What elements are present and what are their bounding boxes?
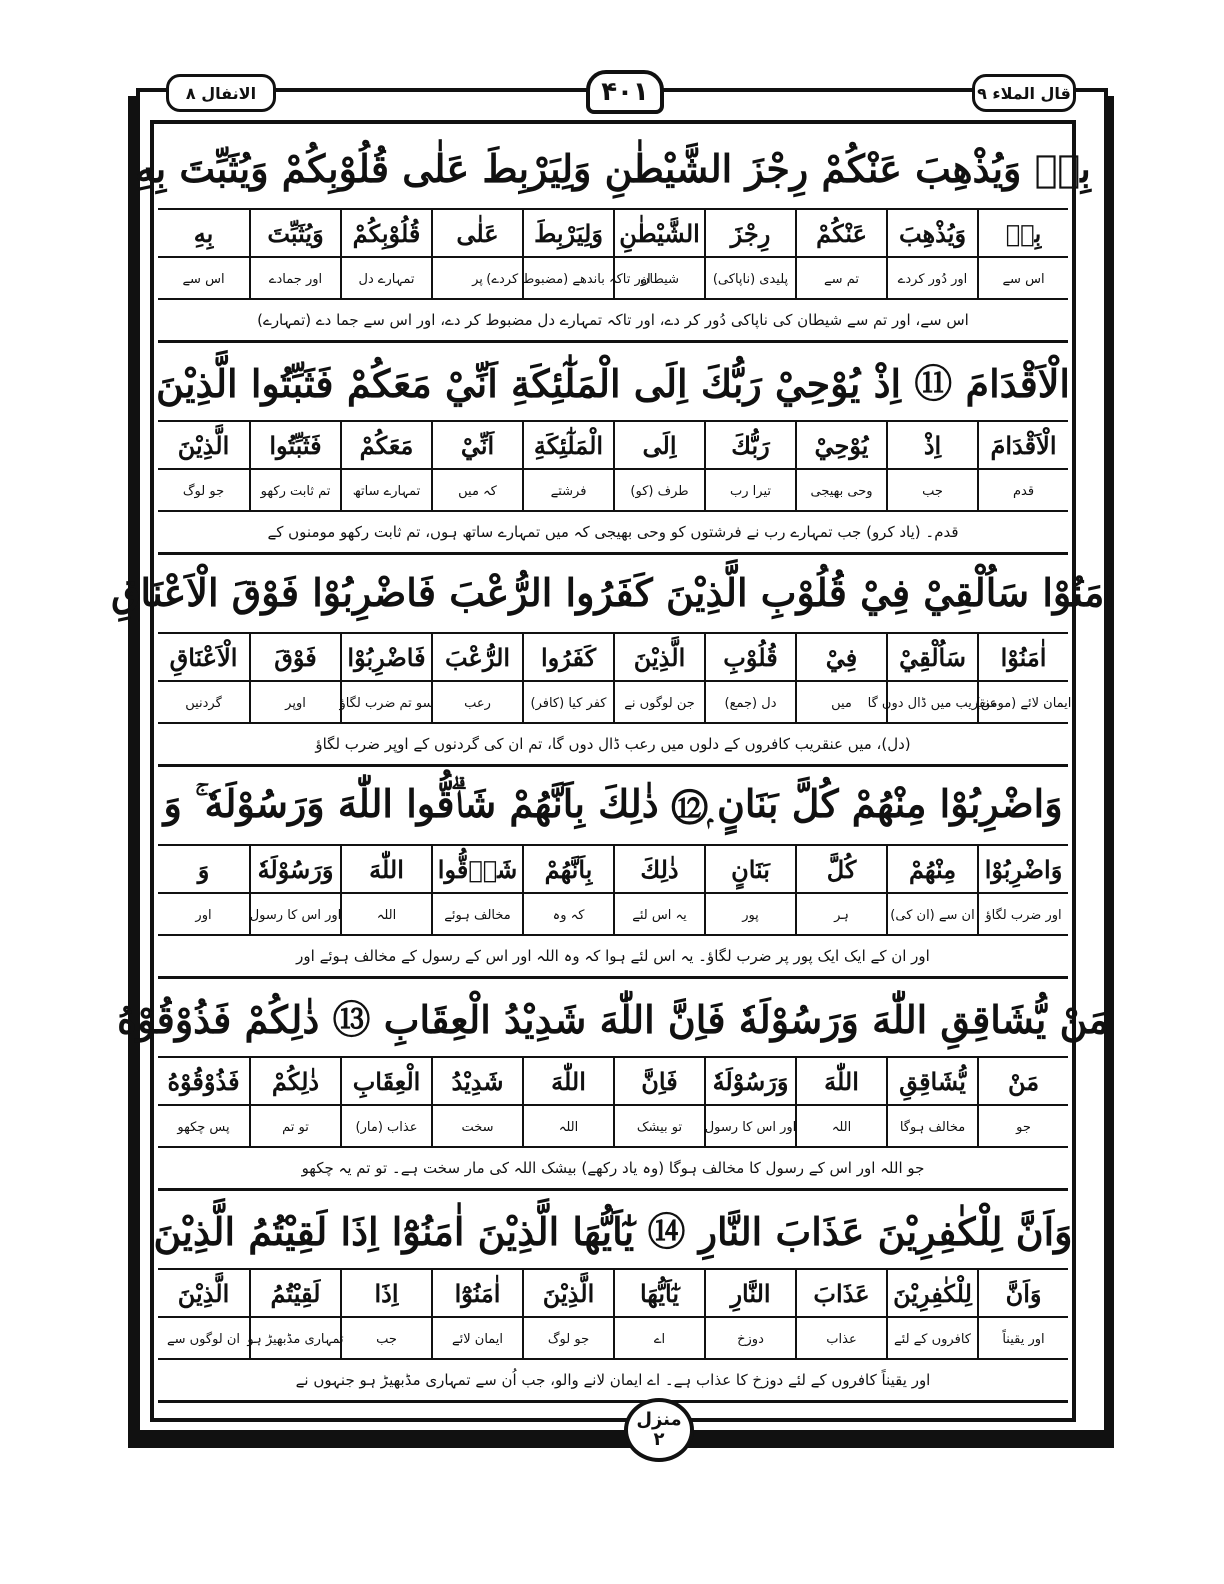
word-meaning: اور یقیناً — [977, 1318, 1068, 1360]
arabic-verse-line: اٰمَنُوْا سَاُلْقِيْ فِيْ قُلُوْبِ الَّذِيْنَ كَفَرُوا الرُّعْبَ فَاضْرِبُوْا فَوْقَ الْاَعْنَاقِ — [158, 552, 1068, 634]
ayah-block — [111, 552, 1115, 764]
arabic-word: فَاِنَّ — [613, 1056, 704, 1106]
word-meaning: اور اس کا رسول — [249, 894, 340, 936]
arabic-word: يٰٓاَيُّهَا — [613, 1268, 704, 1318]
manzil-label: منزل — [636, 1409, 682, 1431]
word-meaning: جو لوگ — [522, 1318, 613, 1360]
arabic-word: ذٰلِكُمْ — [249, 1056, 340, 1106]
word-meaning: کہ میں — [431, 470, 522, 512]
arabic-word: رِجْزَ — [704, 208, 795, 258]
arabic-word: عَنْكُمْ — [795, 208, 886, 258]
arabic-word: كُلَّ — [795, 844, 886, 894]
word-meaning: میں — [795, 682, 886, 724]
word-meaning: تمہارے دل — [340, 258, 431, 300]
arabic-word: بَنَانٍ — [704, 844, 795, 894]
arabic-word: الَّذِيْنَ — [522, 1268, 613, 1318]
meaning-row — [158, 682, 1072, 724]
arabic-word: مَنْ — [977, 1056, 1068, 1106]
word-meaning: جب — [886, 470, 977, 512]
word-meaning: ایمان لائے (مومن) — [977, 682, 1068, 724]
word-meaning: اور — [195, 907, 212, 923]
word-meaning: ان لوگوں سے — [166, 1331, 241, 1347]
word-meaning: اور اس کا رسول — [704, 1106, 795, 1148]
arabic-word: الْمَلٰٓئِكَةِ — [522, 420, 613, 470]
word-meaning: اللہ — [795, 1106, 886, 1148]
arabic-word: الَّذِيْنَ — [177, 430, 230, 460]
word-meaning: جب — [340, 1318, 431, 1360]
word-meaning: تیرا رب — [704, 470, 795, 512]
word-meaning: تو بیشک — [613, 1106, 704, 1148]
meaning-row — [158, 470, 1068, 512]
arabic-word: وَيُذْهِبَ — [886, 208, 977, 258]
arabic-word: شَاۗقُّوا — [431, 844, 522, 894]
meaning-row — [158, 1318, 1068, 1360]
word-meaning: جو — [977, 1106, 1068, 1148]
word-meaning: سو تم ضرب لگاؤ — [340, 682, 431, 724]
meaning-row — [158, 894, 1068, 936]
word-meaning: دل (جمع) — [704, 682, 795, 724]
arabic-word: اللّٰهَ — [795, 1056, 886, 1106]
word-meaning: عذاب (مار) — [340, 1106, 431, 1148]
urdu-translation-line: اور یقیناً کافروں کے لئے دوزخ کا عذاب ہے۔ اے ایمان لانے والو، جب اُن سے تمہاری مڈبھیڑ ہو جنہوں نے — [158, 1360, 1068, 1403]
arabic-word: الْاَقْدَامَ — [977, 420, 1068, 470]
arabic-word: النَّارِ — [704, 1268, 795, 1318]
word-meaning: کہ وہ — [522, 894, 613, 936]
ayah-block — [135, 128, 1091, 340]
arabic-word: وَ — [197, 854, 210, 884]
word-row — [158, 632, 1068, 682]
arabic-word: يُّشَاقِقِ — [886, 1056, 977, 1106]
urdu-translation-line: (دل)، میں عنقریب کافروں کے دلوں میں رعب ڈال دوں گا، تم ان کی گردنوں کے اوپر ضرب لگاؤ — [158, 724, 1068, 767]
word-meaning: پس چکھو — [177, 1119, 230, 1135]
word-meaning: تو تم — [249, 1106, 340, 1148]
arabic-word: اِذَا — [340, 1268, 431, 1318]
arabic-word: لَقِيْتُمُ — [249, 1268, 340, 1318]
arabic-word: الَّذِيْنَ — [177, 1278, 230, 1308]
arabic-word: فِيْ — [795, 632, 886, 682]
para-label: قال الملاء ٩ — [972, 74, 1076, 112]
arabic-word: مِنْهُمْ — [886, 844, 977, 894]
meaning-row — [158, 1106, 1068, 1148]
arabic-word: مَعَكُمْ — [340, 420, 431, 470]
arabic-word: اَنِّيْ — [431, 420, 522, 470]
arabic-verse-line: بِهٖ وَيُذْهِبَ عَنْكُمْ رِجْزَ الشَّيْطٰنِ وَلِيَرْبِطَ عَلٰى قُلُوْبِكُمْ وَيُثَبِّتَ بِهِ — [158, 128, 1068, 210]
arabic-word: وَاَنَّ — [977, 1268, 1068, 1318]
page-number: ۴۰۱ — [586, 70, 664, 114]
word-meaning: یہ اس لئے — [613, 894, 704, 936]
word-meaning: تم سے — [795, 258, 886, 300]
arabic-word: بِهٖ — [977, 208, 1068, 258]
arabic-word: وَرَسُوْلَهٗ — [704, 1056, 795, 1106]
word-meaning: اور دُور کردے — [886, 258, 977, 300]
word-meaning: جن لوگوں نے — [613, 682, 704, 724]
word-meaning: رعب — [431, 682, 522, 724]
arabic-word: وَلِيَرْبِطَ — [522, 208, 613, 258]
text-grid — [111, 128, 1115, 1396]
urdu-translation-line: قدم۔ (یاد کرو) جب تمہارے رب نے فرشتوں کو وحی بھیجی کہ میں تمہارے ساتھ ہوں، تم ثابت رکھو مومنوں کے — [158, 512, 1068, 555]
word-meaning: مخالف ہوگا — [886, 1106, 977, 1148]
word-meaning: تمہارے ساتھ — [340, 470, 431, 512]
arabic-word: بِهِ — [193, 218, 214, 248]
word-row — [158, 1268, 1068, 1318]
arabic-word: الْاَعْنَاقِ — [169, 642, 238, 672]
arabic-word: كَفَرُوا — [522, 632, 613, 682]
word-meaning: کافروں کے لئے — [886, 1318, 977, 1360]
word-meaning: اس سے — [182, 271, 225, 287]
arabic-word: فَثَبِّتُوا — [249, 420, 340, 470]
word-meaning: شیطان — [613, 258, 704, 300]
arabic-verse-line: الْاَقْدَامَ ⑪ اِذْ يُوْحِيْ رَبُّكَ اِلَى الْمَلٰٓئِكَةِ اَنِّيْ مَعَكُمْ فَثَبِّتُوا الَّذِيْنَ — [158, 340, 1068, 422]
manzil-number: ٢ — [653, 1429, 665, 1450]
word-meaning: اللہ — [522, 1106, 613, 1148]
arabic-word: اِلَى — [613, 420, 704, 470]
arabic-word: وَيُثَبِّتَ — [249, 208, 340, 258]
manzil-badge — [624, 1398, 694, 1462]
arabic-verse-line: وَاَنَّ لِلْكٰفِرِيْنَ عَذَابَ النَّارِ ⑭ يٰٓاَيُّهَا الَّذِيْنَ اٰمَنُوْٓا اِذَا لَقِيْتُمُ الَّذِيْنَ — [158, 1188, 1068, 1270]
word-meaning: قدم — [977, 470, 1068, 512]
meaning-row — [158, 258, 1068, 300]
arabic-word: قُلُوْبِ — [704, 632, 795, 682]
word-meaning: گردنیں — [185, 695, 222, 711]
word-meaning: پلیدی (ناپاکی) — [704, 258, 795, 300]
arabic-word: وَرَسُوْلَهٗ — [249, 844, 340, 894]
word-meaning: تم ثابت رکھو — [249, 470, 340, 512]
arabic-word: اللّٰهَ — [522, 1056, 613, 1106]
arabic-word: شَدِيْدُ — [431, 1056, 522, 1106]
ayah-block — [158, 764, 1068, 976]
arabic-word: اٰمَنُوْا — [977, 632, 1068, 682]
ayah-block — [158, 340, 1068, 552]
word-meaning: وحی بھیجی — [795, 470, 886, 512]
arabic-word: يُوْحِيْ — [795, 420, 886, 470]
arabic-word: قُلُوْبِكُمْ — [340, 208, 431, 258]
word-meaning: پر — [431, 258, 522, 300]
arabic-word: الْعِقَابِ — [340, 1056, 431, 1106]
word-meaning: اس سے — [977, 258, 1068, 300]
arabic-word: اِذْ — [886, 420, 977, 470]
arabic-word: عَلٰى — [431, 208, 522, 258]
ayah-block — [117, 976, 1109, 1188]
arabic-word: الشَّيْطٰنِ — [613, 208, 704, 258]
word-meaning: فرشتے — [522, 470, 613, 512]
urdu-translation-line: اور ان کے ایک ایک پور پر ضرب لگاؤ۔ یہ اس لئے ہوا کہ وہ اللہ اور اس کے رسول کے مخالف ہوئے اور — [158, 936, 1068, 979]
arabic-word: لِلْكٰفِرِيْنَ — [886, 1268, 977, 1318]
arabic-word: الرُّعْبَ — [431, 632, 522, 682]
arabic-word: الَّذِيْنَ — [613, 632, 704, 682]
arabic-verse-line: وَاضْرِبُوْا مِنْهُمْ كُلَّ بَنَانٍ ۭ⑫ ذٰلِكَ بِاَنَّهُمْ شَاۗقُّوا اللّٰهَ وَرَسُوْلَهٗ ۚ وَ — [158, 764, 1068, 846]
word-row — [158, 844, 1068, 894]
word-meaning: ان سے (ان کی) — [886, 894, 977, 936]
arabic-word: ذٰلِكَ — [613, 844, 704, 894]
word-meaning: مخالف ہوئے — [431, 894, 522, 936]
word-meaning: عنقریب میں ڈال دوں گا — [886, 682, 977, 724]
word-meaning: اللہ — [340, 894, 431, 936]
word-meaning: سخت — [431, 1106, 522, 1148]
word-meaning: ایمان لائے — [431, 1318, 522, 1360]
word-meaning: ہر — [795, 894, 886, 936]
arabic-word: عَذَابَ — [795, 1268, 886, 1318]
arabic-word: بِاَنَّهُمْ — [522, 844, 613, 894]
word-meaning: دوزخ — [704, 1318, 795, 1360]
word-meaning: اے — [613, 1318, 704, 1360]
surah-label: الانفال ٨ — [166, 74, 276, 112]
urdu-translation-line: اس سے، اور تم سے شیطان کی ناپاکی دُور کر دے، اور تاکہ تمہارے دل مضبوط کر دے، اور اس سے جما دے (تمہارے) — [158, 300, 1068, 343]
word-meaning: تمہاری مڈبھیڑ ہو — [249, 1318, 340, 1360]
arabic-word: سَاُلْقِيْ — [886, 632, 977, 682]
word-meaning: اوپر — [249, 682, 340, 724]
word-meaning: پور — [704, 894, 795, 936]
word-row — [158, 420, 1068, 470]
word-meaning: اور ضرب لگاؤ — [977, 894, 1068, 936]
ayah-block — [153, 1188, 1073, 1400]
word-meaning: جو لوگ — [182, 483, 225, 499]
urdu-translation-line: جو اللہ اور اس کے رسول کا مخالف ہوگا (وہ یاد رکھے) بیشک اللہ کی مار سخت ہے۔ تو تم یہ چکھو — [158, 1148, 1068, 1191]
arabic-word: وَاضْرِبُوْا — [977, 844, 1068, 894]
arabic-word: رَبُّكَ — [704, 420, 795, 470]
arabic-verse-line: مَنْ يُّشَاقِقِ اللّٰهَ وَرَسُوْلَهٗ فَاِنَّ اللّٰهَ شَدِيْدُ الْعِقَابِ ⑬ ذٰلِكُمْ فَذُوْقُوْهُ — [158, 976, 1068, 1058]
word-meaning: عذاب — [795, 1318, 886, 1360]
word-meaning: طرف (کو) — [613, 470, 704, 512]
word-meaning: اور جمادے — [249, 258, 340, 300]
word-row — [158, 208, 1068, 258]
arabic-word: اٰمَنُوْٓا — [431, 1268, 522, 1318]
word-row — [158, 1056, 1068, 1106]
word-meaning: کفر کیا (کافر) — [522, 682, 613, 724]
arabic-word: اللّٰهَ — [340, 844, 431, 894]
arabic-word: فَذُوْقُوْهُ — [167, 1066, 240, 1096]
word-meaning: اور تاکہ باندھے (مضبوط کردے) — [522, 258, 613, 300]
arabic-word: فَاضْرِبُوْا — [340, 632, 431, 682]
arabic-word: فَوْقَ — [249, 632, 340, 682]
